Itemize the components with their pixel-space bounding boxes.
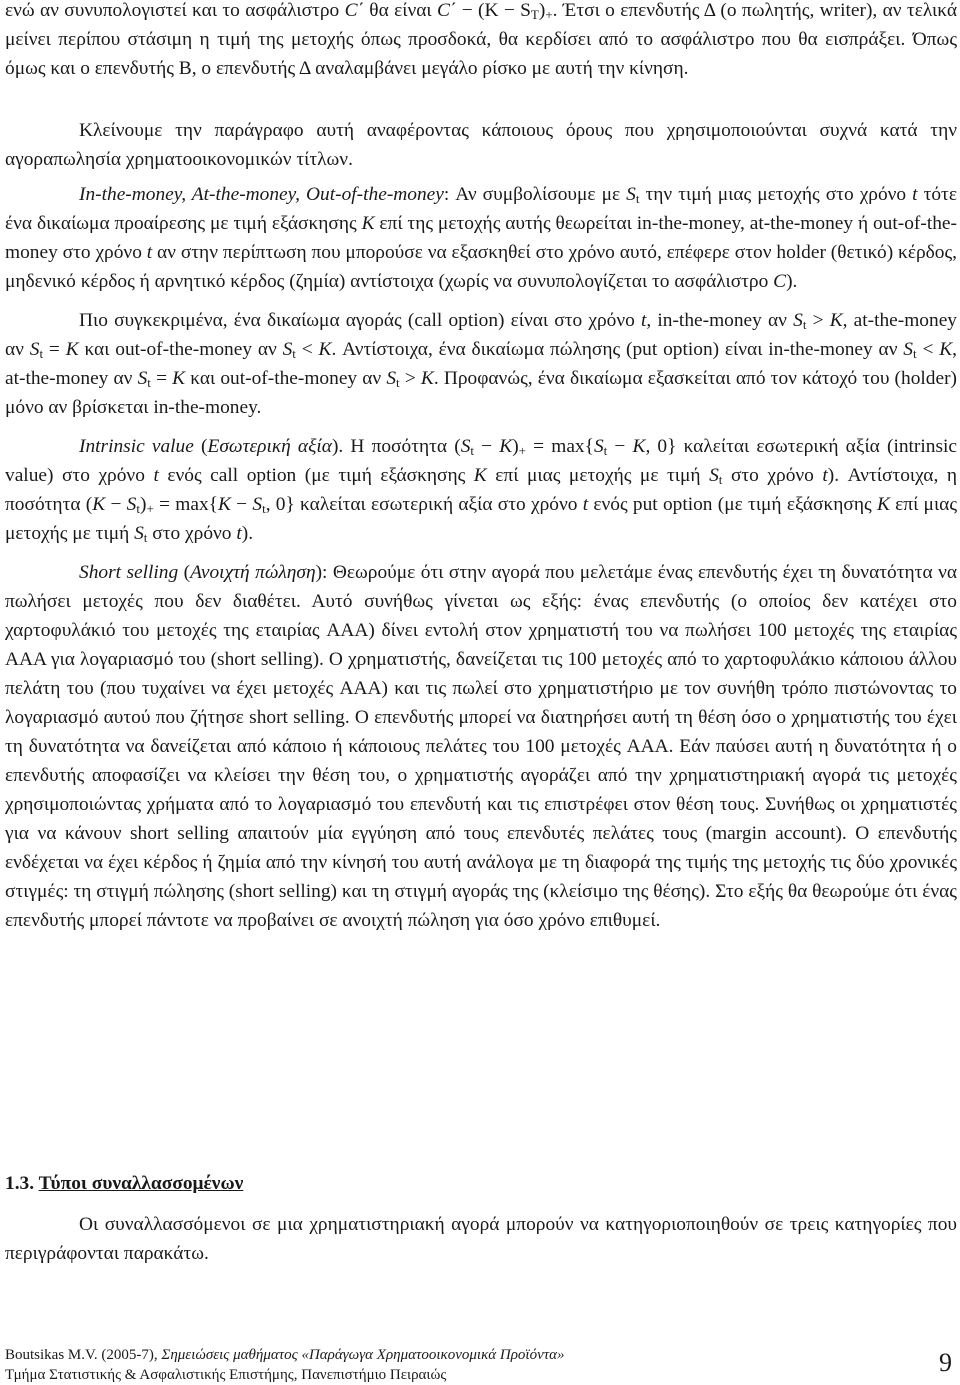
paragraph-moneyness: In-the-money, At-the-money, Out-of-the-money: Αν συμβολίσουμε με $S_t$ την τιμή μιας μετοχής στο χρόνο t τότε ένα δικαίωμα προαίρεσης με τιμή εξάσκησης K επί της μετοχής αυτής θεωρείται in-the-money, at-the-money ή out-of-the-money στο χρόνο t αν στην περίπτωση που μπορούσε να εξασκηθεί στο χρόνο αυτό, επέφερε στον holder (θετικό) κέρδος, μηδενικό κέρδος ή αρνητικό κέρδος (ζημία) αντίστοιχα (χωρίς να συνυπολογίζεται το ασφάλιστρο C). — [5, 184, 957, 292]
paragraph-call-put-moneyness: Πιο συγκεκριμένα, ένα δικαίωμα αγοράς (call option) είναι στο χρόνο t, in-the-money αν $S_t > K$, at-the-money αν $S_t = K$ και out-of-the-money αν $S_t < K$. Αντίστοιχα, ένα δικαίωμα πώλησης (put option) είναι in-the-money αν $S_t < K$, at-the-money αν $S_t = K$ και out-of-the-money αν $S_t > K$. Προφανώς, ένα δικαίωμα εξασκείται από τον κάτοχό του (holder) μόνο αν βρίσκεται in-the-money. — [5, 310, 958, 418]
paragraph-participants: Οι συναλλασσόμενοι σε μια χρηματιστηριακή αγορά μπορούν να κατηγοριοποιηθούν σε τρεις κατηγορίες που περιγράφονται παρακάτω. — [5, 1214, 957, 1264]
section-heading — [5, 1173, 243, 1195]
footer-citation — [5, 1345, 865, 1365]
section-number: 1.3. — [5, 1173, 35, 1194]
page-footer — [5, 1345, 865, 1385]
footer-department: Τμήμα Στατιστικής & Ασφαλιστικής Επιστήμης, Πανεπιστήμιο Πειραιώς — [5, 1367, 447, 1383]
footer-course: Σημειώσεις μαθήματος «Παράγωγα Χρηματοοικονομικά Προϊόντα» — [161, 1347, 565, 1363]
paragraph-premium: ενώ αν συνυπολογιστεί και το ασφάλιστρο C΄ θα είναι $C΄ - (K - S_T)_+$. Έτσι ο επενδυτής Δ (ο πωλητής, writer), αν τελικά μείνει περίπου στάσιμη η τιμή της μετοχής όπως προσδοκά, θα κερδίσει από το ασφάλιστρο που θα εισπράξει. Όπως όμως και ο επενδυτής B, ο επενδυτής Δ αναλαμβάνει μεγάλο ρίσκο με αυτή την κίνηση. — [5, 0, 957, 79]
page-number: 9 — [939, 1348, 952, 1377]
paragraph-intrinsic-value: Intrinsic value (Εσωτερική αξία). Η ποσότητα $(S_t - K)_+ = \max\{S_t - K$, 0} καλείται εσωτερική αξία (intrinsic value) στο χρόνο t ενός call option (με τιμή εξάσκησης K επί μιας μετοχής με τιμή $S_t$ στο χρόνο t). Αντίστοιχα, η ποσότητα $(K - S_t)_+ = \max\{K - S_t$, 0} καλείται εσωτερική αξία στο χρόνο t ενός put option (με τιμή εξάσκησης K επί μιας μετοχής με τιμή $S_t$ στο χρόνο t). — [5, 436, 958, 545]
body-text — [5, 0, 957, 935]
paragraph-terms-intro: Κλείνουμε την παράγραφο αυτή αναφέροντας κάποιους όρους που χρησιμοποιούνται συχνά κατά την αγοραπωλησία χρηματοοικονομικών τίτλων. — [5, 120, 957, 170]
footer-author: Boutsikas M.V. (2005-7), — [5, 1347, 162, 1363]
section-title: Τύποι συναλλασσομένων — [38, 1173, 244, 1194]
paragraph-short-selling: Short selling (Ανοιχτή πώληση): Θεωρούμε ότι στην αγορά που μελετάμε ένας επενδυτής έχει τη δυνατότητα να πωλήσει μετοχές που δεν διαθέτει. Αυτό συνήθως γίνεται ως εξής: ένας επενδυτής (ο οποίος δεν κατέχει στο χαρτοφυλάκιό του μετοχές της εταιρίας AAA) δίνει εντολή στον χρηματιστή του να πωλήσει 100 μετοχές της εταιρίας AAA για λογαριασμό του (short selling). Ο χρηματιστής, δανείζεται τις 100 μετοχές από το χαρτοφυλάκιο κάποιου άλλου πελάτη του (που τυχαίνει να έχει μετοχές AAA) και τις πωλεί στο χρηματιστήριο με τον συνήθη τρόπο πιστώνοντας το λογαριασμό αυτού που ζήτησε short selling. Ο επενδυτής μπορεί να διατηρήσει αυτή τη θέση όσο ο χρηματιστής του έχει τη δυνατότητα να δανείζεται από κάποιο ή κάποιους πελάτες του 100 μετοχές AAA. Εάν παύσει αυτή η δυνατότητα ή ο επενδυτής αποφασίζει να κλείσει την θέση του, ο χρηματιστής αγοράζει από την χρηματιστηριακή αγορά τις μετοχές χρησιμοποιώντας χρήματα από το λογαριασμό του επενδυτή και τις επιστρέφει στον θέση τους. Συνήθως οι χρηματιστές για να κάνουν short selling απαιτούν μία εγγύηση από τους επενδυτές πελάτες τους (margin account). Ο επενδυτής ενδέχεται να έχει κέρδος ή ζημία από την κίνησή του αυτή ανάλογα με τη διαφορά της τιμής της μετοχής τις δύο χρονικές στιγμές: τη στιγμή πώλησης (short selling) και τη στιγμή αγοράς της (κλείσιμο της θέσης). Στο εξής θα θεωρούμε ότι ένας επενδυτής μπορεί πάντοτε να προβαίνει σε ανοιχτή πώληση για όσο χρόνο επιθυμεί. — [5, 562, 957, 931]
